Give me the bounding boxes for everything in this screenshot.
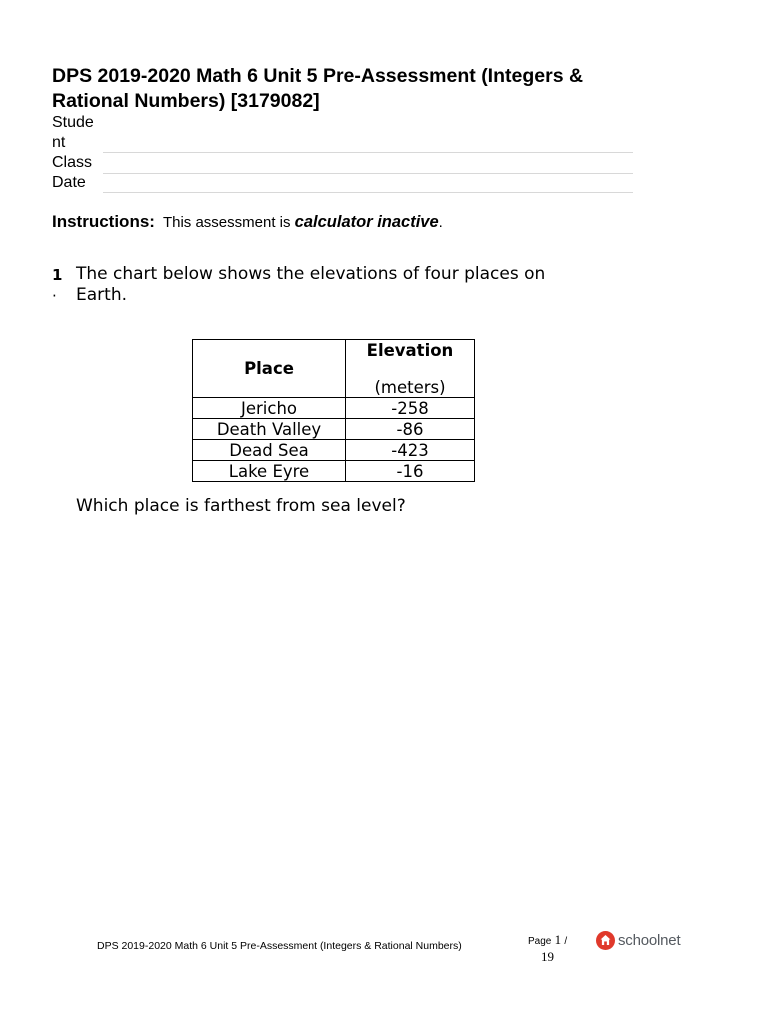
elevation-cell: -423 bbox=[346, 440, 475, 461]
table-row bbox=[193, 419, 475, 440]
instructions-emphasis: calculator inactive bbox=[294, 213, 439, 231]
date-field bbox=[52, 173, 100, 193]
page-number: Page 1 / 19 bbox=[528, 932, 568, 964]
table-row bbox=[193, 398, 475, 419]
student-field bbox=[52, 113, 100, 153]
table-row bbox=[193, 461, 475, 482]
place-cell: Jericho bbox=[193, 398, 346, 419]
table-header-row bbox=[193, 340, 475, 398]
elevation-cell: -16 bbox=[346, 461, 475, 482]
elevation-cell: -258 bbox=[346, 398, 475, 419]
student-label: Stude nt bbox=[52, 114, 94, 151]
instructions-text: This assessment is bbox=[162, 214, 295, 231]
followup-question: Which place is farthest from sea level? bbox=[76, 496, 406, 516]
date-line[interactable] bbox=[103, 192, 633, 193]
house-icon bbox=[596, 931, 615, 950]
table-row bbox=[193, 440, 475, 461]
schoolnet-logo bbox=[596, 930, 680, 950]
elevation-table bbox=[192, 339, 475, 482]
class-label: Class bbox=[52, 154, 93, 171]
date-label: Date bbox=[52, 174, 86, 191]
class-field bbox=[52, 153, 100, 173]
place-cell: Death Valley bbox=[193, 419, 346, 440]
student-name-line[interactable] bbox=[103, 152, 633, 153]
instructions: Instructions: This assessment is calculator inactive. bbox=[52, 212, 443, 231]
question-prompt: The chart below shows the elevations of four places on Earth. bbox=[76, 264, 546, 305]
elevation-cell: -86 bbox=[346, 419, 475, 440]
document-title: DPS 2019-2020 Math 6 Unit 5 Pre-Assessment (Integers & Rational Numbers) [3179082] bbox=[52, 65, 584, 112]
place-cell: Lake Eyre bbox=[193, 461, 346, 482]
instructions-label: Instructions: bbox=[52, 212, 155, 231]
class-line[interactable] bbox=[103, 173, 633, 174]
logo-text: schoolnet bbox=[618, 931, 681, 949]
header-place: Place bbox=[193, 340, 346, 398]
header-elevation: Elevation (meters) bbox=[346, 340, 475, 398]
place-cell: Dead Sea bbox=[193, 440, 346, 461]
footer-doc-title: DPS 2019-2020 Math 6 Unit 5 Pre-Assessment (Integers & Rational Numbers) bbox=[97, 940, 462, 952]
question-number: 1 · bbox=[52, 266, 63, 305]
